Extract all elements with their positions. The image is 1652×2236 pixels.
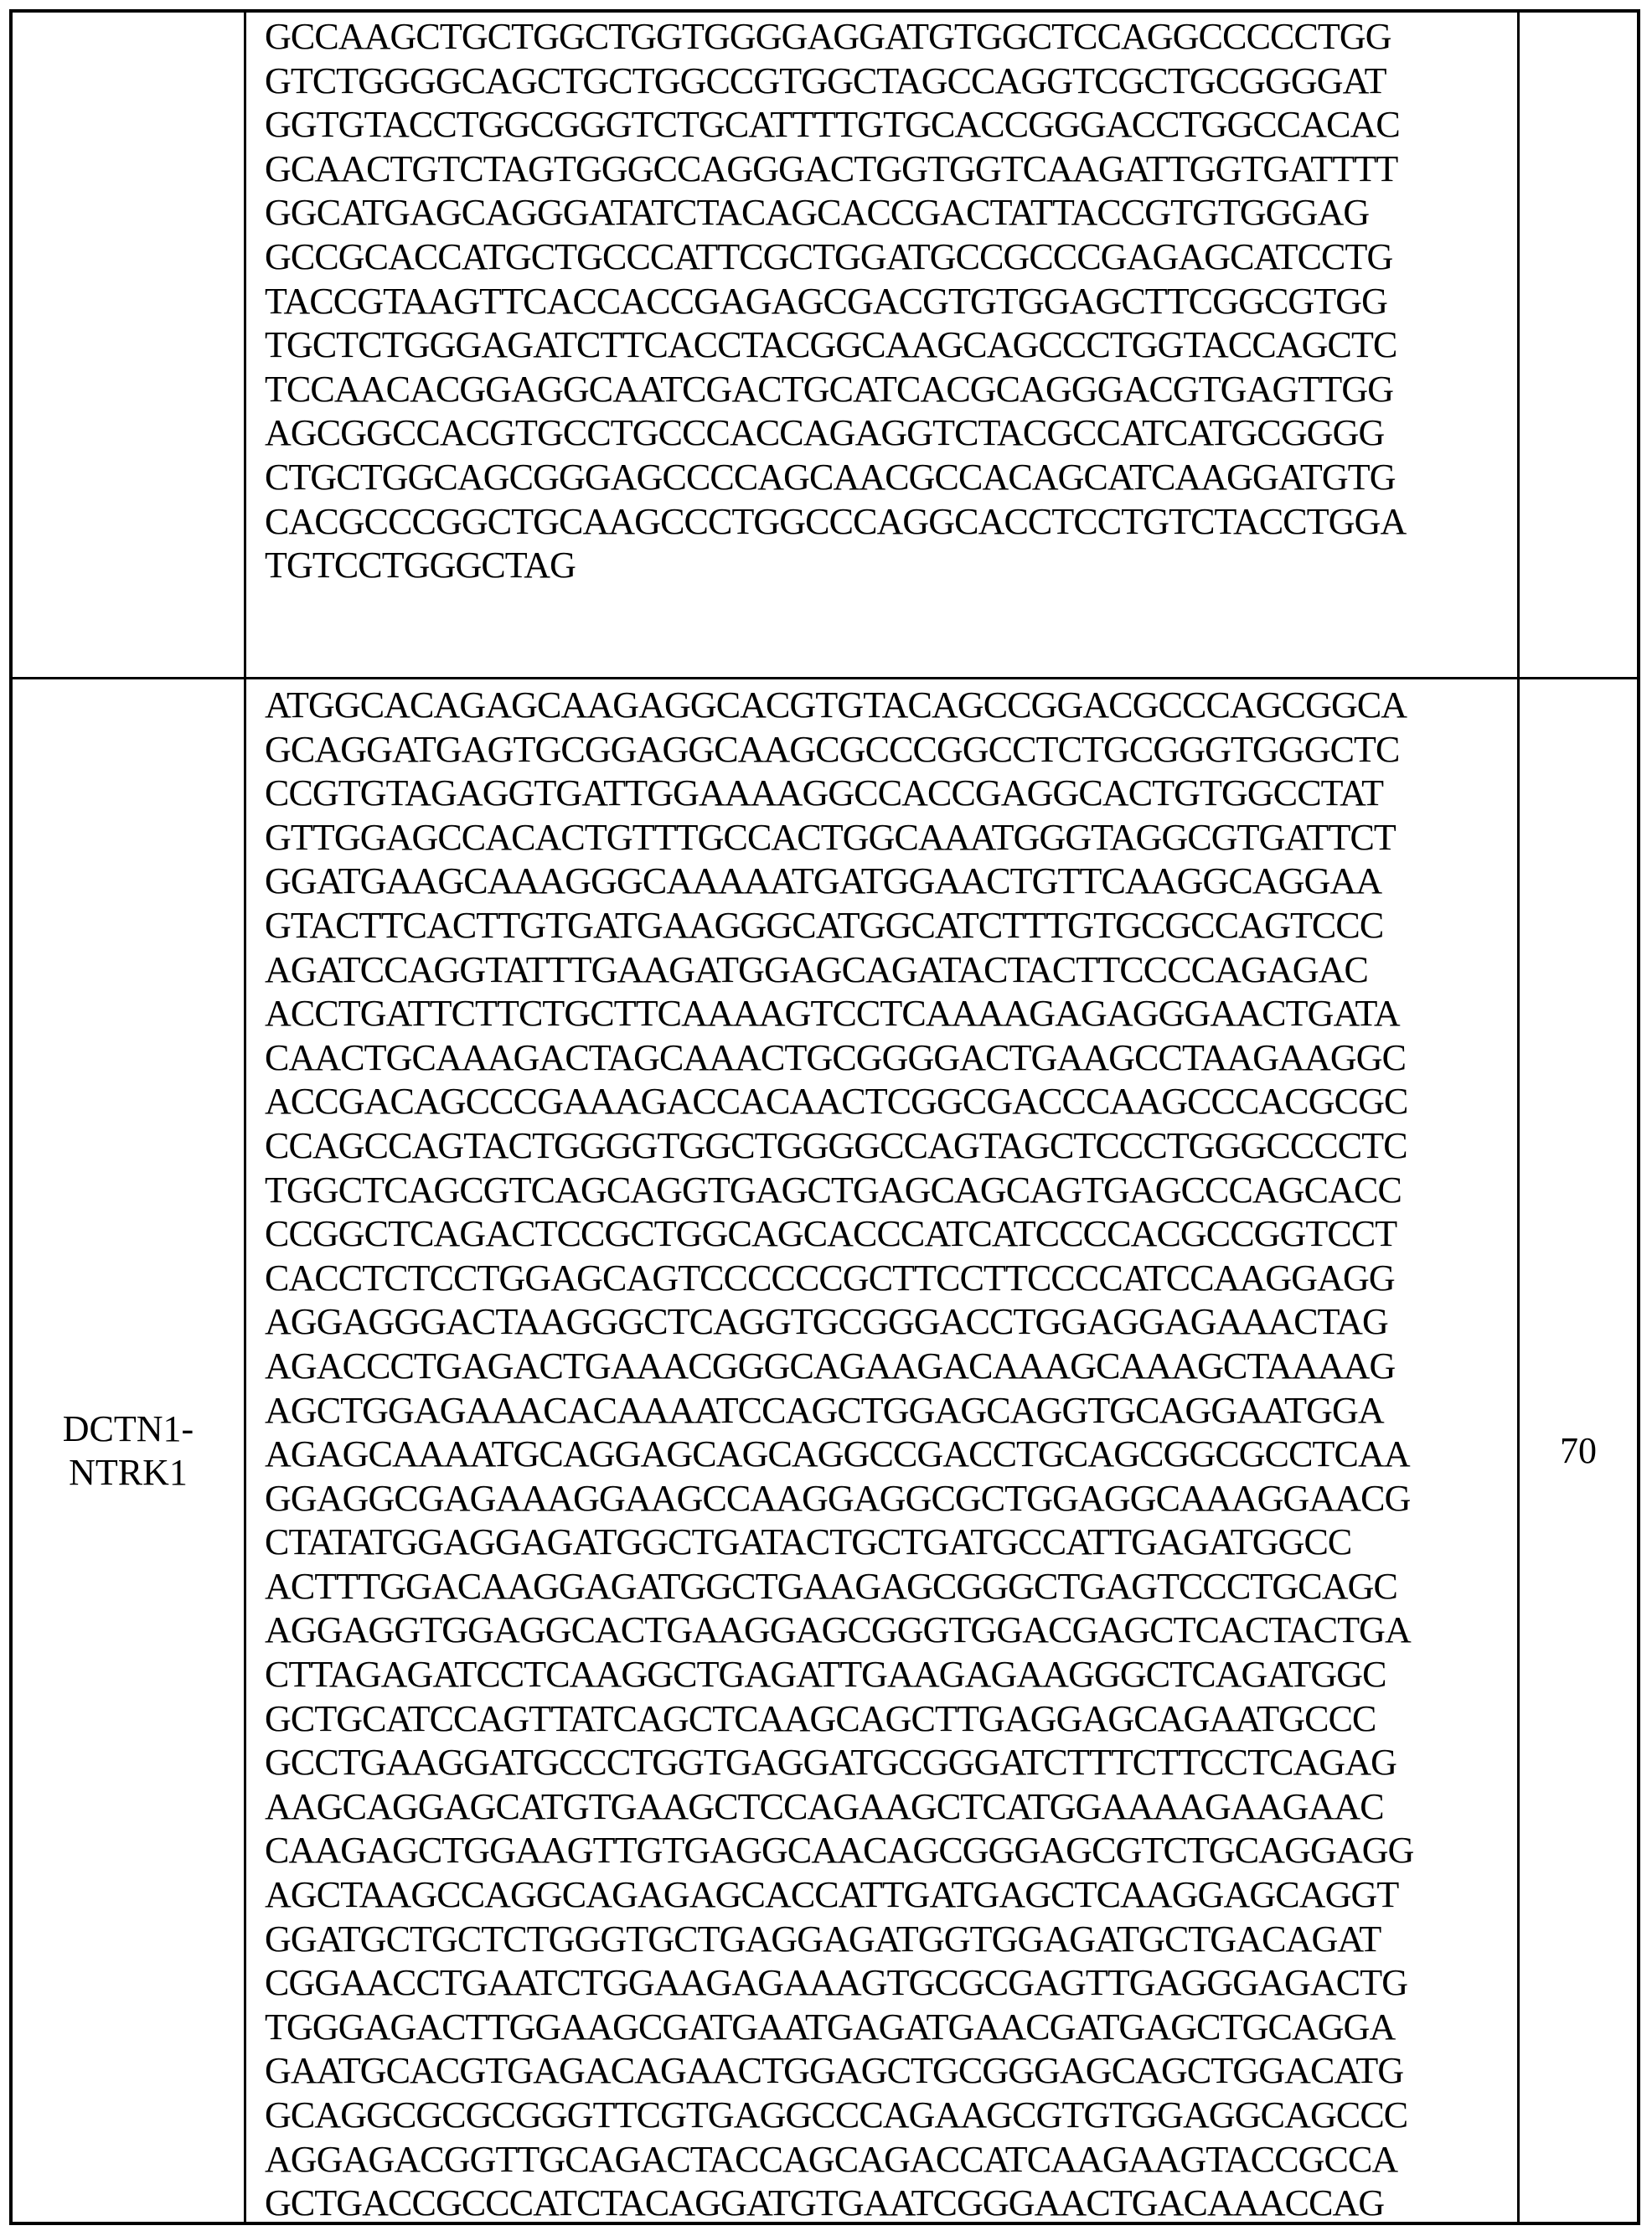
- sequence-cell: [246, 679, 1520, 2222]
- sequence-line: TACCGTAAGTTCACCACCGAGAGCGACGTGTGGAGCTTCGGCGTGG: [265, 280, 1388, 322]
- sequence-line: TGGGAGACTTGGAAGCGATGAATGAGATGAACGATGAGCTGCAGGA: [265, 2006, 1396, 2048]
- sequence-line: GGAGGCGAGAAAGGAAGCCAAGGAGGCGCTGGAGGCAAAGGAACG: [265, 1477, 1411, 1519]
- sequence-line: AGACCCTGAGACTGAAACGGGCAGAAGACAAAGCAAAGCTAAAAG: [265, 1345, 1396, 1387]
- sequence-line: TGGCTCAGCGTCAGCAGGTGAGCTGAGCAGCAGTGAGCCCAGCACC: [265, 1169, 1402, 1211]
- sequence-line: GGATGCTGCTCTGGGTGCTGAGGAGATGGTGGAGATGCTGACAGAT: [265, 1918, 1381, 1960]
- table-row: [13, 13, 1637, 679]
- table-row: [13, 679, 1637, 2222]
- seq-id-cell: [1520, 679, 1637, 2222]
- sequence-line: AGCTAAGCCAGGCAGAGAGCACCATTGATGAGCTCAAGGAGCAGGT: [265, 1874, 1399, 1916]
- sequence-line: GCAGGATGAGTGCGGAGGCAAGCGCCCGGCCTCTGCGGGTGGGCTC: [265, 728, 1400, 770]
- sequence-line: ACTTTGGACAAGGAGATGGCTGAAGAGCGGGCTGAGTCCCTGCAGC: [265, 1565, 1397, 1607]
- sequence-cell: [246, 13, 1520, 677]
- sequence-line: GGTGTACCTGGCGGGTCTGCATTTTGTGCACCGGGACCTGGCCACAC: [265, 104, 1400, 146]
- sequence-line: TGCTCTGGGAGATCTTCACCTACGGCAAGCAGCCCTGGTACCAGCTC: [265, 324, 1397, 366]
- sequence-line: CACCTCTCCTGGAGCAGTCCCCCCGCTTCCTTCCCCATCCAAGGAGG: [265, 1257, 1395, 1299]
- fusion-name: [63, 1407, 194, 1495]
- sequence-line: GTACTTCACTTGTGATGAAGGGCATGGCATCTTTGTGCGCCAGTCCC: [265, 904, 1384, 946]
- sequence-line: AGGAGGTGGAGGCACTGAAGGAGCGGGTGGACGAGCTCACTACTGA: [265, 1609, 1411, 1651]
- sequence-line: GTCTGGGGCAGCTGCTGGCCGTGGCTAGCCAGGTCGCTGCGGGGAT: [265, 59, 1386, 101]
- sequence-line: GCCAAGCTGCTGGCTGGTGGGGAGGATGTGGCTCCAGGCCCCCTGG: [265, 16, 1391, 57]
- sequence-line: GCTGCATCCAGTTATCAGCTCAAGCAGCTTGAGGAGCAGAATGCCC: [265, 1697, 1376, 1739]
- sequence-line: AAGCAGGAGCATGTGAAGCTCCAGAAGCTCATGGAAAAGAAGAAC: [265, 1785, 1384, 1827]
- fusion-name-cell: [13, 679, 246, 2222]
- sequence-line: AGGAGACGGTTGCAGACTACCAGCAGACCATCAAGAAGTACCGCCA: [265, 2138, 1398, 2180]
- sequence-line: CAAGAGCTGGAAGTTGTGAGGCAACAGCGGGAGCGTCTGCAGGAGG: [265, 1830, 1414, 1872]
- sequence-line: AGAGCAAAATGCAGGAGCAGCAGGCCGACCTGCAGCGGCGCCTCAA: [265, 1433, 1410, 1475]
- fusion-name-cell: [13, 13, 246, 677]
- sequence-line: ACCTGATTCTTCTGCTTCAAAAGTCCTCAAAAGAGAGGGAACTGATA: [265, 993, 1400, 1035]
- sequence-line: ATGGCACAGAGCAAGAGGCACGTGTACAGCCGGACGCCCAGCGGCA: [265, 684, 1407, 726]
- sequence-text: [265, 15, 1406, 588]
- sequence-line: GGATGAAGCAAAGGGCAAAAATGATGGAACTGTTCAAGGCAGGAA: [265, 860, 1382, 902]
- sequence-line: TGTCCTGGGCTAG: [265, 545, 576, 586]
- sequence-line: AGCGGCCACGTGCCTGCCCACCAGAGGTCTACGCCATCATGCGGGG: [265, 412, 1385, 454]
- sequence-line: GCTGACCGCCCATCTACAGGATGTGAATCGGGAACTGACAAACCAG: [265, 2182, 1385, 2224]
- sequence-line: CACGCCCGGCTGCAAGCCCTGGCCCAGGCACCTCCTGTCTACCTGGA: [265, 500, 1407, 542]
- sequence-line: CCGTGTAGAGGTGATTGGAAAAGGCCACCGAGGCACTGTGGCCTAT: [265, 772, 1384, 814]
- sequence-line: ACCGACAGCCCGAAAGACCACAACTCGGCGACCCAAGCCCACGCGC: [265, 1081, 1408, 1123]
- sequence-line: CAACTGCAAAGACTAGCAAACTGCGGGGACTGAAGCCTAAGAAGGC: [265, 1036, 1407, 1078]
- sequence-line: GGCATGAGCAGGGATATCTACAGCACCGACTATTACCGTGTGGGAG: [265, 192, 1370, 234]
- sequence-line: AGATCCAGGTATTTGAAGATGGAGCAGATACTACTTCCCCAGAGAC: [265, 948, 1368, 990]
- seq-id-cell: [1520, 13, 1637, 677]
- sequence-line: GCCGCACCATGCTGCCCATTCGCTGGATGCCGCCCGAGAGCATCCTG: [265, 235, 1393, 277]
- seq-id: 70: [1560, 1429, 1597, 1471]
- sequence-line: GCAACTGTCTAGTGGGCCAGGGACTGGTGGTCAAGATTGGTGATTTT: [265, 147, 1398, 189]
- sequence-line: AGGAGGGACTAAGGGCTCAGGTGCGGGACCTGGAGGAGAAACTAG: [265, 1301, 1388, 1343]
- sequence-line: GCAGGCGCGCGGGTTCGTGAGGCCCAGAAGCGTGTGGAGGCAGCCC: [265, 2094, 1408, 2135]
- sequence-line: GTTGGAGCCACACTGTTTGCCACTGGCAAATGGGTAGGCGTGATTCT: [265, 816, 1396, 858]
- sequence-line: GCCTGAAGGATGCCCTGGTGAGGATGCGGGATCTTTCTTCCTCAGAG: [265, 1742, 1397, 1784]
- sequence-line: TCCAACACGGAGGCAATCGACTGCATCACGCAGGGACGTGAGTTGG: [265, 368, 1394, 410]
- sequence-table: [9, 9, 1640, 2225]
- sequence-line: CCAGCCAGTACTGGGGTGGCTGGGGCCAGTAGCTCCCTGGGCCCCTC: [265, 1124, 1407, 1166]
- sequence-line: GAATGCACGTGAGACAGAACTGGAGCTGCGGGAGCAGCTGGACATG: [265, 2050, 1404, 2092]
- fusion-name-line: DCTN1-: [62, 1407, 194, 1449]
- sequence-line: CTGCTGGCAGCGGGAGCCCCAGCAACGCCACAGCATCAAGGATGTG: [265, 456, 1396, 498]
- sequence-text: [265, 684, 1413, 2226]
- sequence-line: CGGAACCTGAATCTGGAAGAGAAAGTGCGCGAGTTGAGGGAGACTG: [265, 1962, 1408, 2004]
- sequence-line: CTTAGAGATCCTCAAGGCTGAGATTGAAGAGAAGGGCTCAGATGGC: [265, 1654, 1386, 1696]
- sequence-line: CCGGCTCAGACTCCGCTGGCAGCACCCATCATCCCCACGCCGGTCCT: [265, 1213, 1397, 1255]
- fusion-name-line: NTRK1: [69, 1451, 188, 1493]
- sequence-line: CTATATGGAGGAGATGGCTGATACTGCTGATGCCATTGAGATGGCC: [265, 1521, 1352, 1563]
- sequence-line: AGCTGGAGAAACACAAAATCCAGCTGGAGCAGGTGCAGGAATGGA: [265, 1389, 1384, 1431]
